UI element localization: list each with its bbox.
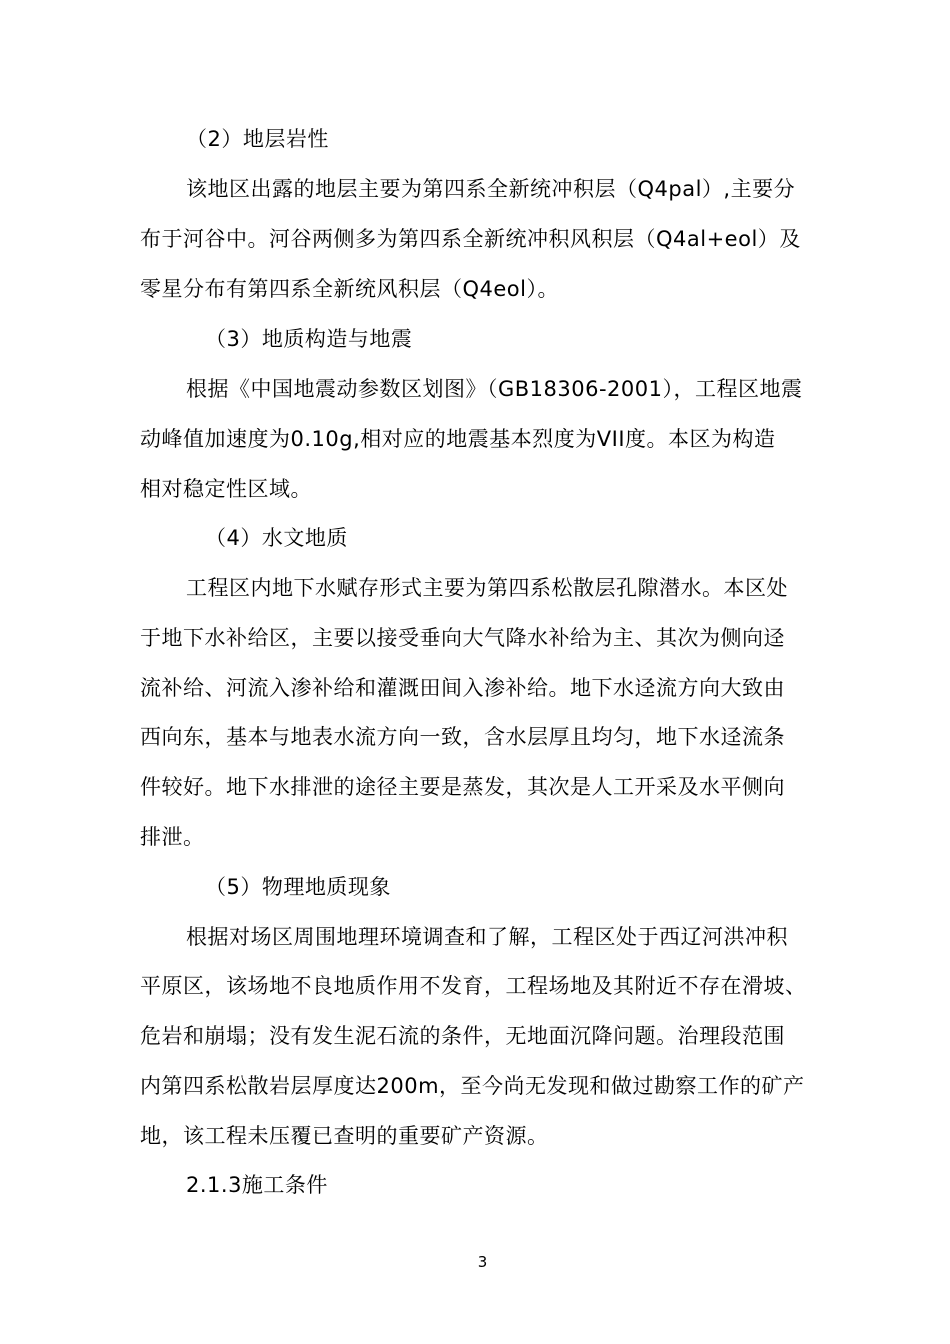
section-heading-stratigraphy: （2）地层岩性 [186,127,329,151]
section-heading-hydrogeology: （4）水文地质 [205,526,348,550]
section-heading-geologic-structure: （3）地质构造与地震 [205,327,413,351]
section-heading-physical-geology: （5）物理地质现象 [205,875,391,899]
paragraph-line: 件较好。地下水排泄的途径主要是蒸发，其次是人工开采及水平侧向 [140,775,785,799]
paragraph-line: 于地下水补给区，主要以接受垂向大气降水补给为主、其次为侧向迳 [140,626,785,650]
paragraph-line: 根据《中国地震动参数区划图》（GB18306-2001），工程区地震 [186,377,803,401]
paragraph-line: 西向东，基本与地表水流方向一致，含水层厚且均匀，地下水迳流条 [140,725,785,749]
paragraph-line: 流补给、河流入渗补给和灌溉田间入渗补给。地下水迳流方向大致由 [140,676,785,700]
paragraph-line: 该地区出露的地层主要为第四系全新统冲积层（Q4pal）,主要分 [186,177,796,201]
paragraph-line: 危岩和崩塌；没有发生泥石流的条件，无地面沉降问题。治理段范围 [140,1024,785,1048]
paragraph-line: 地，该工程未压覆已查明的重要矿产资源。 [140,1124,549,1148]
paragraph-line: 平原区，该场地不良地质作用不发育，工程场地及其附近不存在滑坡、 [140,974,807,998]
paragraph-line: 布于河谷中。河谷两侧多为第四系全新统冲积风积层（Q4al+eol）及 [140,227,801,251]
paragraph-line: 相对稳定性区域。 [140,477,312,501]
section-heading-construction-conditions: 2.1.3施工条件 [186,1173,328,1197]
paragraph-line: 零星分布有第四系全新统风积层（Q4eol）。 [140,277,559,301]
paragraph-line: 动峰值加速度为0.10g,相对应的地震基本烈度为VII度。本区为构造 [140,427,776,451]
paragraph-line: 工程区内地下水赋存形式主要为第四系松散层孔隙潜水。本区处 [186,576,788,600]
paragraph-line: 内第四系松散岩层厚度达200m，至今尚无发现和做过勘察工作的矿产 [140,1074,805,1098]
page-number: 3 [477,1253,488,1271]
paragraph-line: 排泄。 [140,825,205,849]
paragraph-line: 根据对场区周围地理环境调查和了解，工程区处于西辽河洪冲积 [186,925,788,949]
